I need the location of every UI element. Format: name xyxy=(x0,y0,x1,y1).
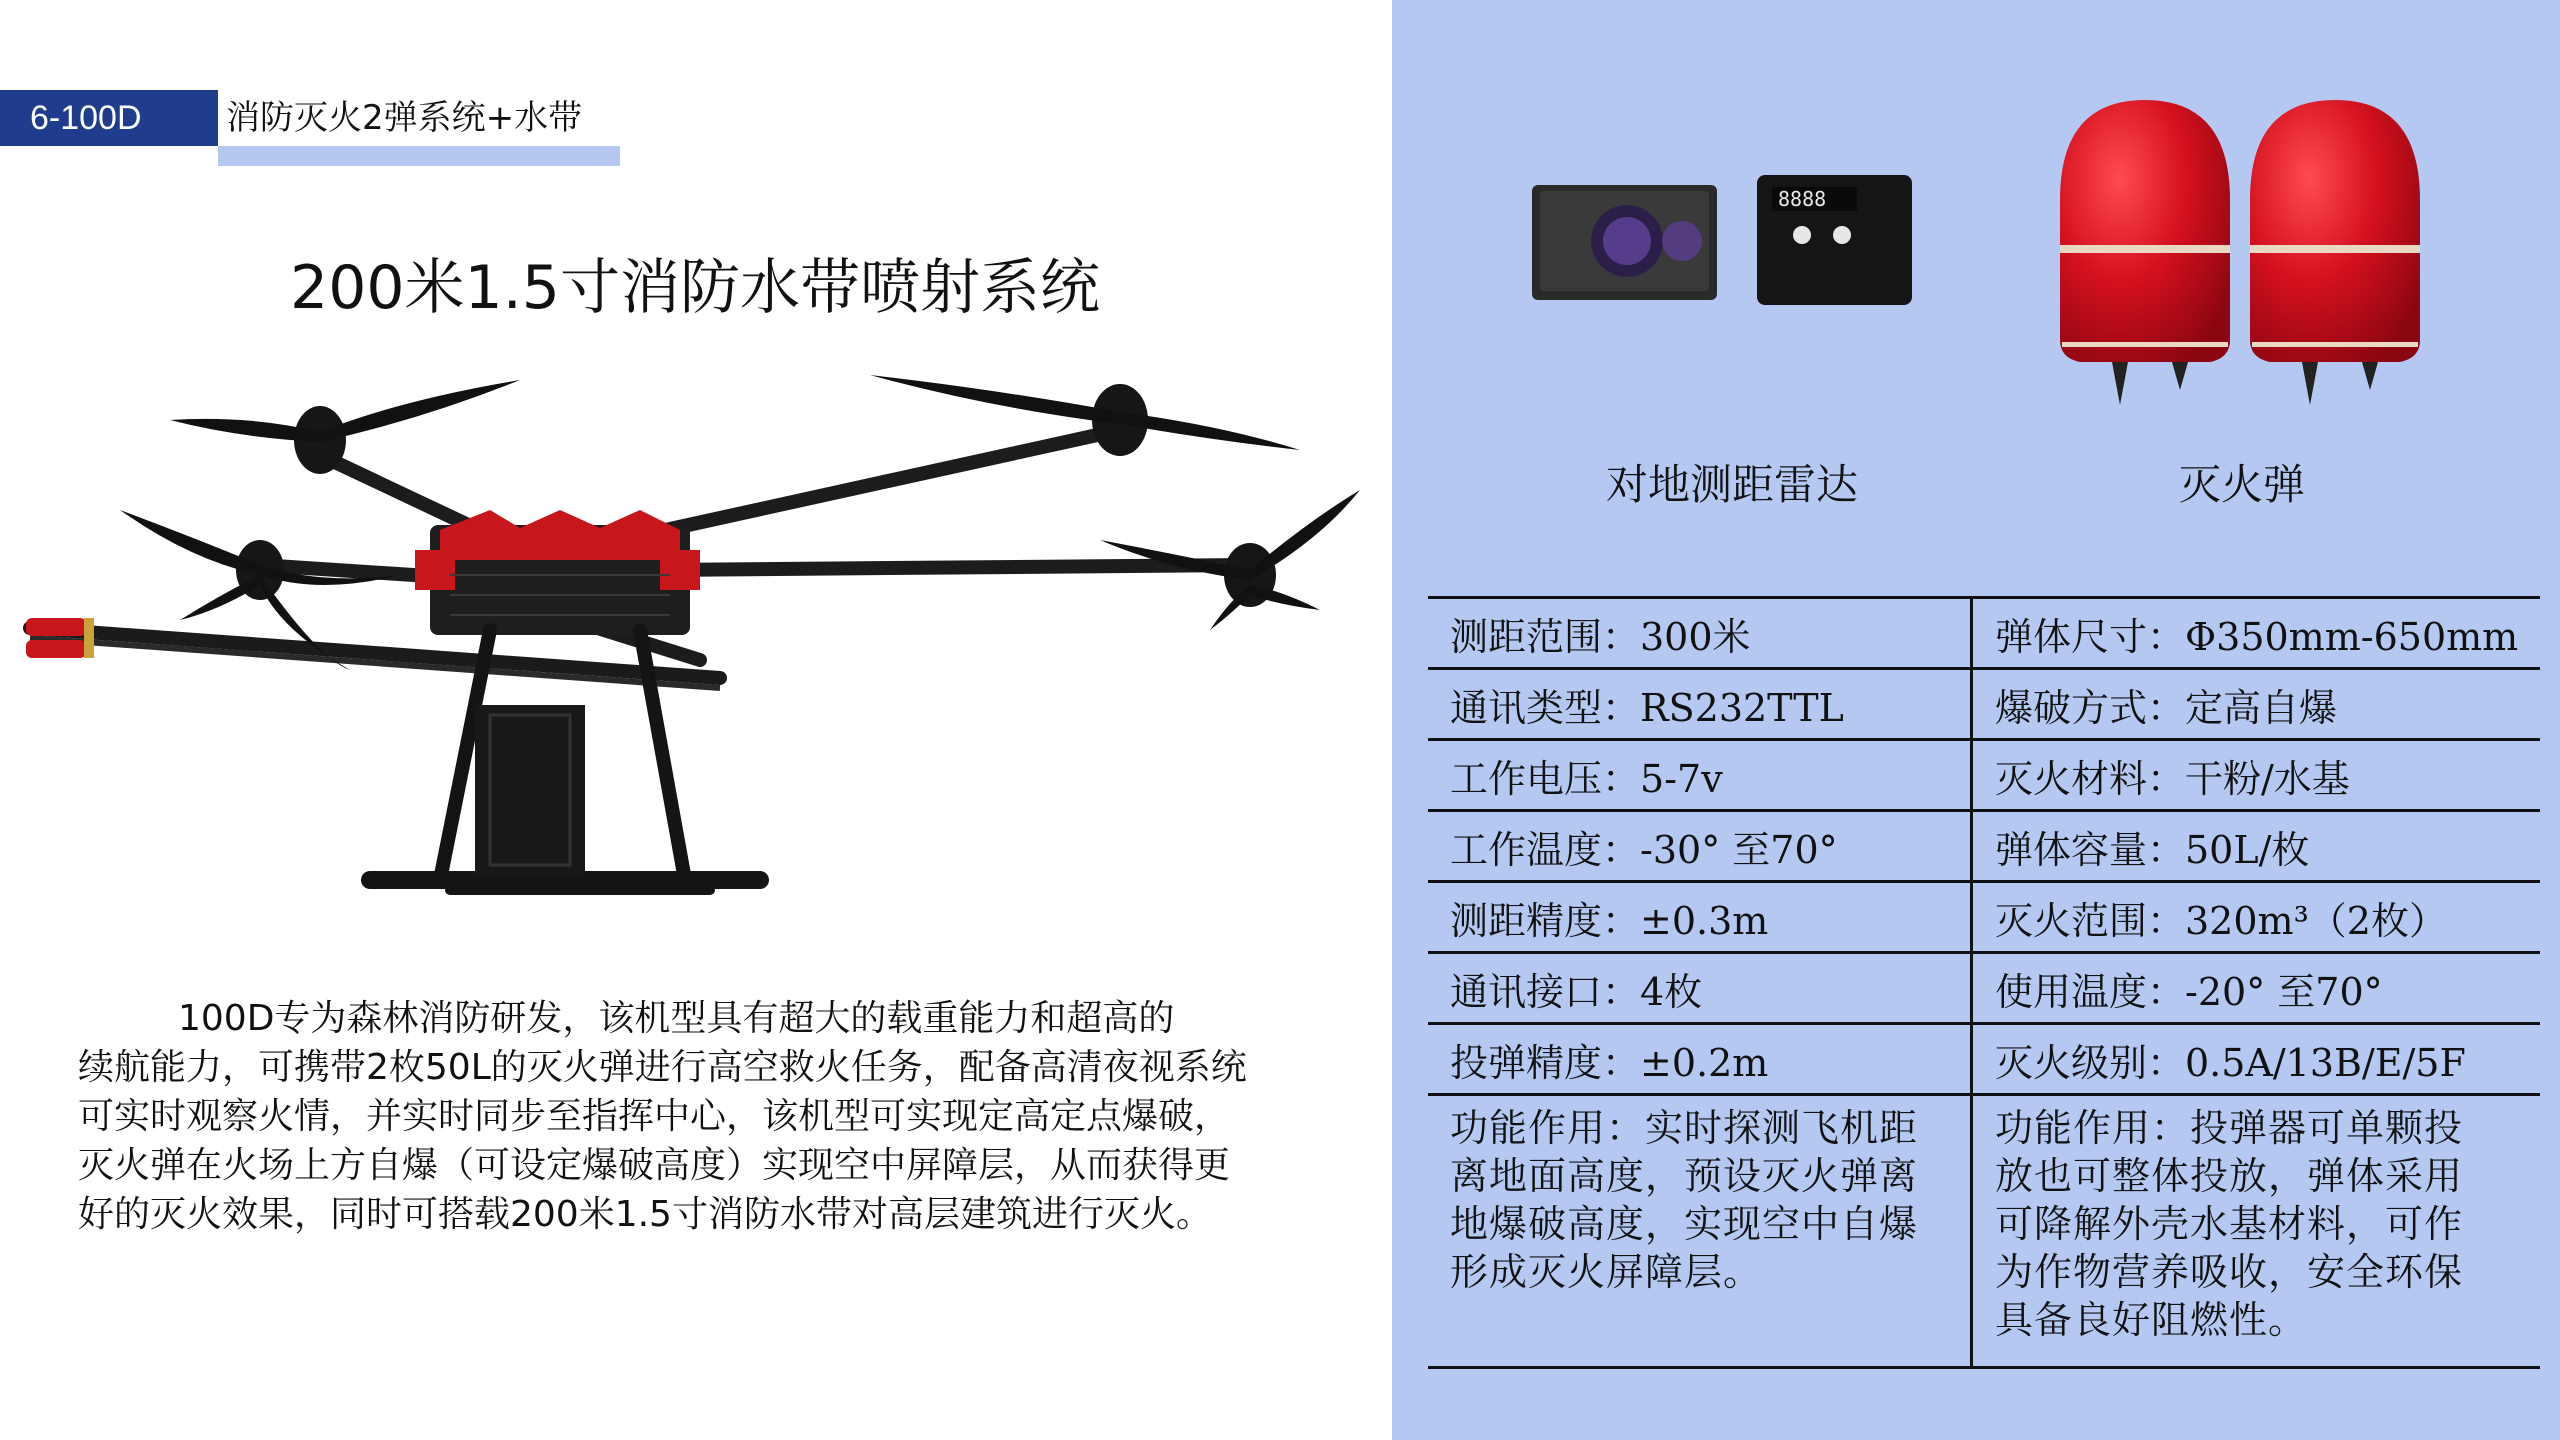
radar-function-note xyxy=(1428,1095,1972,1368)
bomb-right xyxy=(2250,100,2420,405)
product-description: 100D专为森林消防研发，该机型具有超大的载重能力和超高的 续航能力，可携带2枚50L的灭火弹进行高空救火任务，配备高清夜视系统 可实时观察火情，并实时同步至指挥中心，该机型可实现定高定点爆破， 灭火弹在火场上方自爆（可设定爆破高度）实现空中屏障层，从而获得更 好的灭火效果，同时可搭载200米1.5寸消防水带对高层建筑进行灭火。 xyxy=(78,998,1247,1235)
propeller-group xyxy=(120,375,1360,670)
spec-cell-bomb: 灭火范围：320m³（2枚） xyxy=(1995,898,2447,943)
note-line: 功能作用：投弹器可单颗投 xyxy=(1995,1106,2464,1150)
fire-extinguishing-bomb-image xyxy=(2040,90,2440,420)
drone-image xyxy=(20,360,1380,900)
spec-table xyxy=(1428,596,2540,1369)
spec-row xyxy=(1428,740,2540,811)
note-line: 具备良好阻燃性。 xyxy=(1995,1298,2308,1342)
bomb-function-note xyxy=(1972,1095,2541,1368)
note-line: 放也可整体投放，弹体采用 xyxy=(1995,1154,2464,1198)
spec-cell-bomb: 灭火级别：0.5A/13B/E/5F xyxy=(1995,1040,2466,1085)
note-line: 离地面高度，预设灭火弹离 xyxy=(1450,1154,1919,1198)
page-headline: 200米1.5寸消防水带喷射系统 xyxy=(290,253,1100,323)
bomb-left xyxy=(2060,100,2230,405)
drone-body xyxy=(415,510,700,635)
spec-cell-bomb: 弹体尺寸：Φ350mm-650mm xyxy=(1995,614,2519,659)
radar-caption: 对地测距雷达 xyxy=(1605,460,1858,509)
spec-cell-radar: 投弹精度：±0.2m xyxy=(1428,1024,1972,1095)
spec-cell-radar: 测距范围：300米 xyxy=(1428,598,1972,669)
function-notes-row xyxy=(1428,1095,2540,1368)
note-line: 形成灭火屏障层。 xyxy=(1450,1250,1763,1294)
spec-cell-radar: 测距精度：±0.3m xyxy=(1428,882,1972,953)
spec-cell-bomb: 弹体容量：50L/枚 xyxy=(1995,827,2310,872)
spec-cell-bomb: 灭火材料：干粉/水基 xyxy=(1995,756,2350,801)
note-line: 为作物营养吸收，安全环保 xyxy=(1995,1250,2464,1294)
spec-cell-bomb: 爆破方式：定高自爆 xyxy=(1995,685,2338,730)
model-code-tag: 6-100D xyxy=(0,90,218,146)
spec-row xyxy=(1428,598,2540,669)
spec-row xyxy=(1428,811,2540,882)
section-title: 消防灭火2弹系统+水带 xyxy=(226,98,583,138)
title-underline-bar xyxy=(218,146,620,166)
note-line: 可降解外壳水基材料，可作 xyxy=(1995,1202,2464,1246)
spec-row xyxy=(1428,669,2540,740)
spec-cell-radar: 工作温度：-30° 至70° xyxy=(1428,811,1972,882)
ground-ranging-radar-image xyxy=(1532,175,1932,315)
note-line: 功能作用：实时探测飞机距 xyxy=(1450,1106,1919,1150)
spec-cell-radar: 通讯接口：4枚 xyxy=(1428,953,1972,1024)
note-line: 地爆破高度，实现空中自爆 xyxy=(1450,1202,1919,1246)
spec-row xyxy=(1428,1024,2540,1095)
spec-cell-bomb: 使用温度：-20° 至70° xyxy=(1995,969,2383,1014)
spec-row xyxy=(1428,882,2540,953)
spec-cell-radar: 工作电压：5-7v xyxy=(1428,740,1972,811)
spec-panel xyxy=(1392,0,2560,1440)
spec-cell-radar: 通讯类型：RS232TTL xyxy=(1428,669,1972,740)
radar-display-digits: 8888 xyxy=(1778,187,1827,211)
spec-row xyxy=(1428,953,2540,1024)
bomb-caption: 灭火弹 xyxy=(2178,460,2305,509)
